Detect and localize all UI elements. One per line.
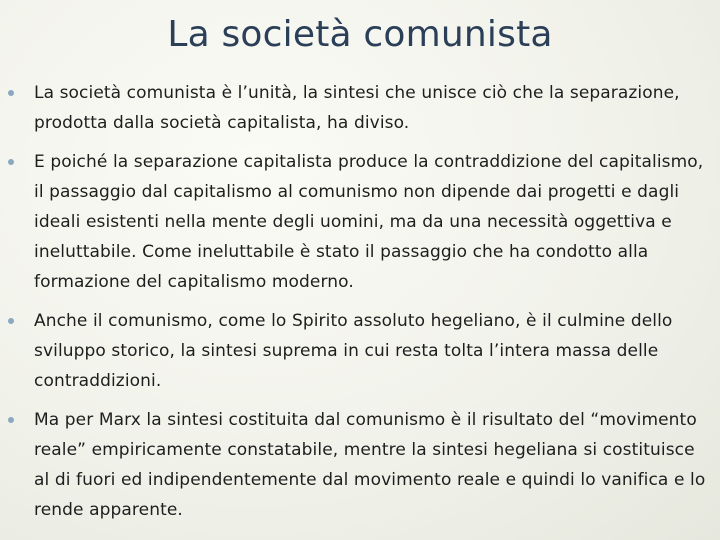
bullet-icon [8, 159, 14, 165]
bullet-icon [8, 90, 14, 96]
bullet-text: E poiché la separazione capitalista produce la contraddizione del capitalismo, il passaggio dal capitalismo al comunismo non dipende dai progetti e dagli ideali esistenti nella mente degli uomini, ma da una necessità oggettiva e ineluttabile. Come ineluttabile è stato il passaggio che ha condotto alla formazione del capitalismo moderno. [34, 152, 704, 292]
bullet-text: La società comunista è l’unità, la sintesi che unisce ciò che la separazione, prodotta dalla società capitalista, ha diviso. [34, 83, 680, 133]
bullet-item [0, 147, 720, 297]
bullet-text: Anche il comunismo, come lo Spirito assoluto hegeliano, è il culmine dello sviluppo storico, la sintesi suprema in cui resta tolta l’intera massa delle contraddizioni. [34, 311, 673, 391]
bullet-icon [8, 318, 14, 324]
bullet-list [0, 78, 720, 534]
bullet-item [0, 78, 720, 138]
bullet-icon [8, 417, 14, 423]
slide-title: La società comunista [167, 14, 553, 55]
bullet-item [0, 306, 720, 396]
bullet-text: Ma per Marx la sintesi costituita dal comunismo è il risultato del “movimento reale” empiricamente constatabile, mentre la sintesi hegeliana si costituisce al di fuori ed indipendentemente dal movimento reale e quindi lo vanifica e lo rende apparente. [34, 410, 706, 520]
bullet-item [0, 405, 720, 525]
